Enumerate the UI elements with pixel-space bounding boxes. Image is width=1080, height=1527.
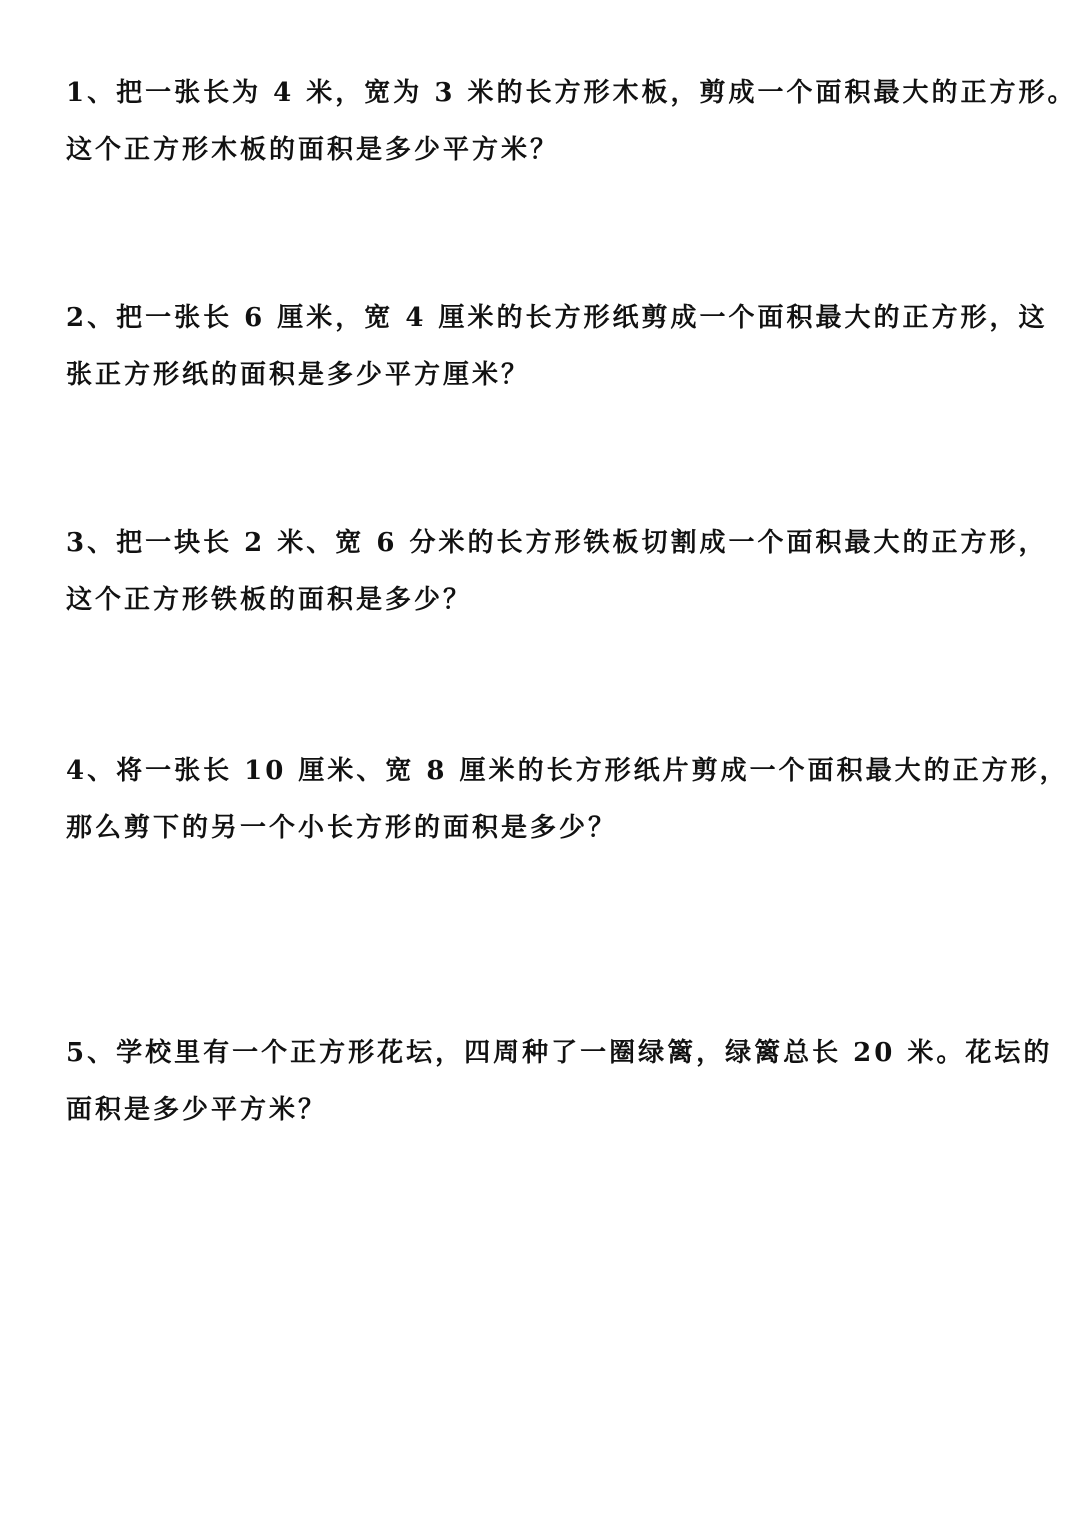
question-line: 4、将一张长 10 厘米、宽 8 厘米的长方形纸片剪成一个面积最大的正方形， xyxy=(66,756,1069,786)
question-1 xyxy=(66,78,1077,165)
question-line: 5、学校里有一个正方形花坛，四周种了一圈绿篱，绿篱总长 20 米。花坛的 xyxy=(66,1038,1053,1068)
question-3 xyxy=(66,528,1048,615)
question-4 xyxy=(66,756,1069,843)
question-line: 张正方形纸的面积是多少平方厘米？ xyxy=(66,360,531,390)
question-line: 1、把一张长为 4 米，宽为 3 米的长方形木板，剪成一个面积最大的正方形。 xyxy=(66,78,1077,108)
question-line: 2、把一张长 6 厘米，宽 4 厘米的长方形纸剪成一个面积最大的正方形，这 xyxy=(66,303,1048,333)
question-line: 这个正方形木板的面积是多少平方米？ xyxy=(66,135,560,165)
question-5 xyxy=(66,1038,1053,1125)
question-line: 这个正方形铁板的面积是多少？ xyxy=(66,585,473,615)
question-2 xyxy=(66,303,1048,390)
question-line: 3、把一块长 2 米、宽 6 分米的长方形铁板切割成一个面积最大的正方形， xyxy=(66,528,1048,558)
question-line: 面积是多少平方米？ xyxy=(66,1095,328,1125)
question-line: 那么剪下的另一个小长方形的面积是多少？ xyxy=(66,813,618,843)
